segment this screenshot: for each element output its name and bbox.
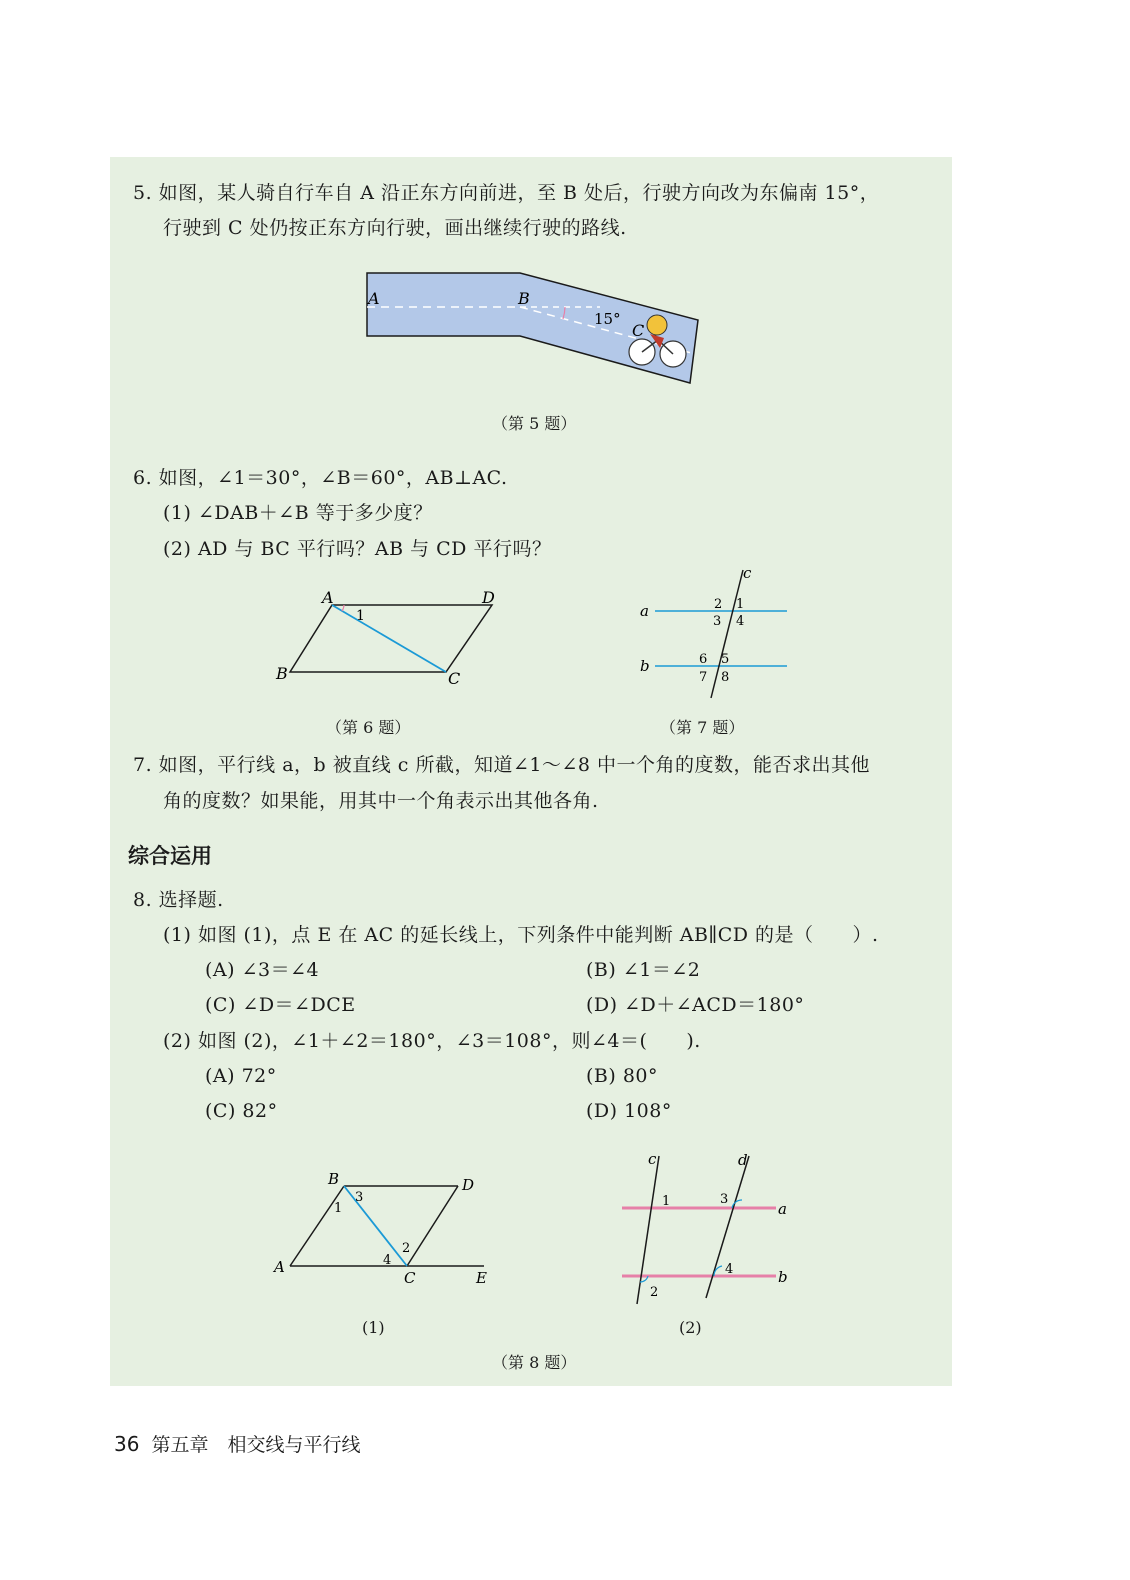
q7-line2: 角的度数？如果能，用其中一个角表示出其他各角. (163, 790, 599, 812)
q8-stem: 8. 选择题. (133, 889, 224, 911)
q8f2-label-d: d (738, 1151, 748, 1169)
q6-caption: （第 6 题） (326, 718, 411, 737)
q8-caption: （第 8 题） (492, 1353, 577, 1372)
q8f1-angle-4: 4 (383, 1253, 392, 1268)
q7-angle-7: 7 (699, 670, 708, 685)
q8-fig1-caption: (1) (362, 1318, 385, 1337)
q6-label-c: C (448, 669, 461, 688)
q7-angle-1: 1 (736, 597, 745, 612)
q8f1-angle-2: 2 (402, 1241, 411, 1256)
q7-label-a: a (640, 602, 649, 620)
q7-label-c: c (743, 564, 752, 582)
q6-label-d: D (482, 588, 495, 607)
q8-p2-option-c: (C) 82° (205, 1100, 278, 1122)
q8-figure-1 (270, 1168, 500, 1293)
q8f2-angle-3: 3 (720, 1192, 729, 1207)
section-title: 综合运用 (128, 844, 212, 868)
q8f2-label-b: b (778, 1268, 788, 1286)
q6-sub1: (1) ∠DAB＋∠B 等于多少度？ (163, 502, 433, 524)
q7-line1: 7. 如图，平行线 a，b 被直线 c 所截，知道∠1～∠8 中一个角的度数，能否求出其他 (133, 754, 871, 776)
q8-p2-option-b: (B) 80° (586, 1065, 659, 1087)
q8f1-label-d: D (462, 1176, 475, 1194)
q8f1-label-c: C (404, 1269, 416, 1287)
q7-angle-8: 8 (721, 670, 730, 685)
q5-label-b: B (518, 289, 530, 308)
q8-p2: (2) 如图 (2)，∠1＋∠2＝180°，∠3＝108°，则∠4＝( ). (163, 1030, 701, 1052)
q7-angle-6: 6 (699, 652, 708, 667)
q8-p1-option-b: (B) ∠1＝∠2 (586, 959, 701, 981)
q8f1-angle-1: 1 (334, 1201, 343, 1216)
q7-angle-2: 2 (714, 597, 723, 612)
q7-angle-4: 4 (736, 614, 745, 629)
q8-p2-option-a: (A) 72° (205, 1065, 277, 1087)
q8f1-label-a: A (274, 1258, 285, 1276)
q8f2-angle-1: 1 (662, 1194, 671, 1209)
q8f1-angle-3: 3 (355, 1190, 364, 1205)
q7-angle-3: 3 (713, 614, 722, 629)
q8f1-label-e: E (476, 1269, 487, 1287)
q6-label-a: A (322, 588, 334, 607)
q7-figure (635, 562, 795, 702)
q5-line1: 5. 如图，某人骑自行车自 A 沿正东方向前进，至 B 处后，行驶方向改为东偏南 15°， (133, 182, 880, 204)
q5-label-a: A (368, 289, 380, 308)
q6-sub2: (2) AD 与 BC 平行吗？AB 与 CD 平行吗？ (163, 538, 552, 560)
q7-angle-5: 5 (721, 652, 730, 667)
q6-stem: 6. 如图，∠1＝30°，∠B＝60°，AB⊥AC. (133, 467, 508, 489)
q7-caption: （第 7 题） (660, 718, 745, 737)
page-number: 36 (114, 1432, 140, 1456)
q8f2-label-c: c (648, 1150, 657, 1168)
page-footer (114, 1430, 360, 1457)
q8-p2-option-d: (D) 108° (586, 1100, 672, 1122)
q8f2-angle-2: 2 (650, 1285, 659, 1300)
q6-label-b: B (276, 664, 288, 683)
q8-p1: (1) 如图 (1)，点 E 在 AC 的延长线上，下列条件中能判断 AB∥CD 的是（ ）. (163, 924, 879, 946)
q8f2-angle-4: 4 (725, 1262, 734, 1277)
q5-figure (360, 268, 705, 386)
q5-caption: （第 5 题） (492, 414, 577, 433)
q8-p1-option-a: (A) ∠3＝∠4 (205, 959, 320, 981)
q8-fig2-caption: (2) (679, 1318, 702, 1337)
q7-label-b: b (640, 657, 650, 675)
q8f1-label-b: B (328, 1170, 340, 1188)
q6-angle-1: 1 (356, 608, 365, 624)
q8f2-label-a: a (778, 1200, 787, 1218)
chapter-title: 第五章 相交线与平行线 (151, 1434, 361, 1456)
q8-p1-option-d: (D) ∠D＋∠ACD＝180° (586, 994, 805, 1016)
q8-figure-2 (618, 1148, 803, 1308)
q8-p1-option-c: (C) ∠D＝∠DCE (205, 994, 356, 1016)
q6-figure (270, 585, 510, 690)
q5-line2: 行驶到 C 处仍按正东方向行驶，画出继续行驶的路线. (163, 217, 627, 239)
q5-label-c: C (632, 321, 645, 340)
q5-angle-label: 15° (594, 310, 621, 328)
